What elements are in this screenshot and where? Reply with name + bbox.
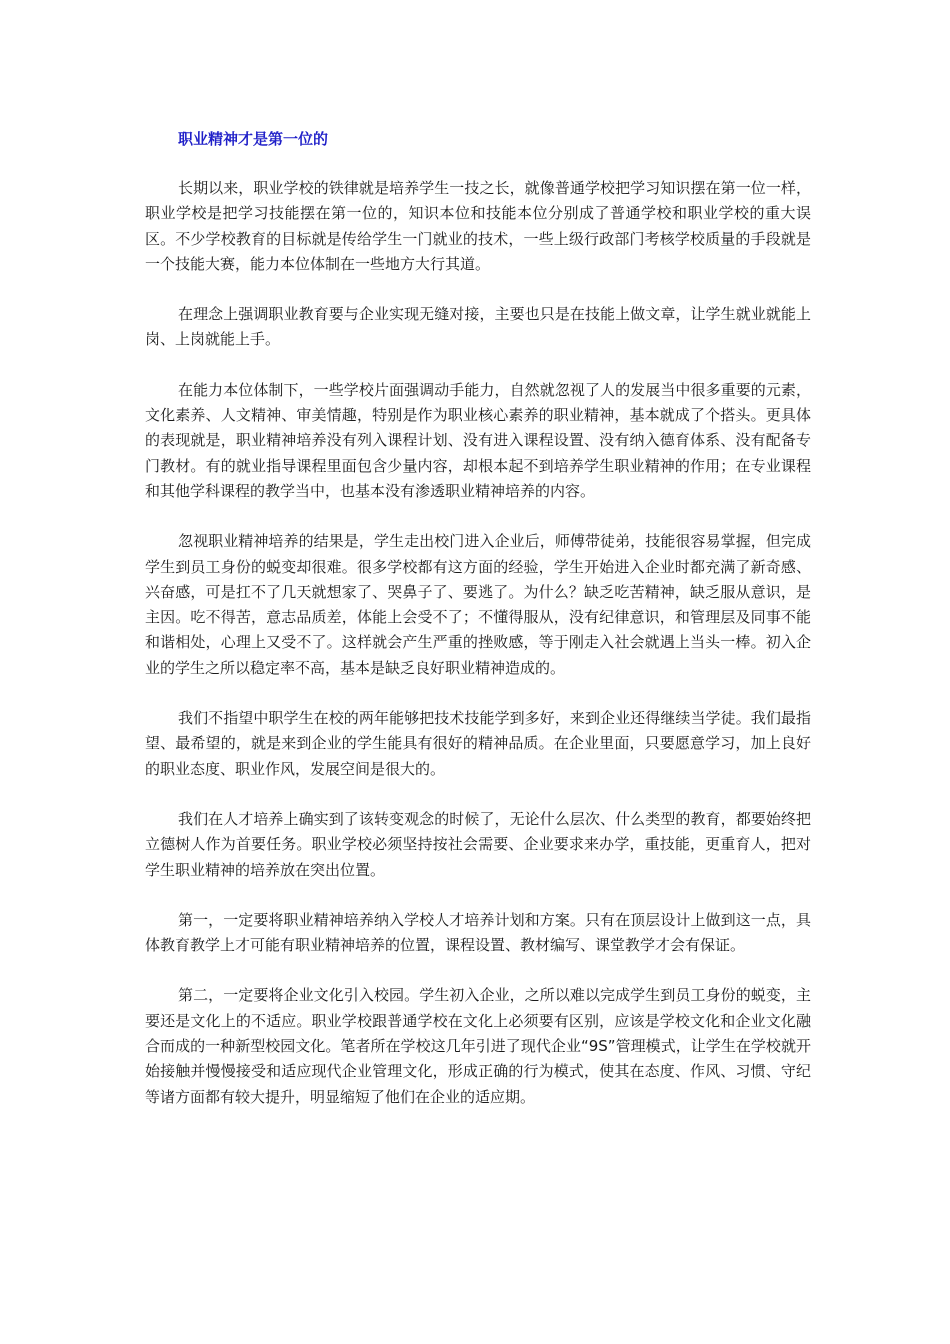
paragraph-7: 第一，一定要将职业精神培养纳入学校人才培养计划和方案。只有在顶层设计上做到这一点，具体教育教学上才可能有职业精神培养的位置，课程设置、教材编写、课堂教学才会有保证。 xyxy=(145,910,811,955)
document-body xyxy=(145,176,811,1135)
paragraph-5: 我们不指望中职学生在校的两年能够把技术技能学到多好，来到企业还得继续当学徒。我们最指望、最希望的，就是来到企业的学生能具有很好的精神品质。在企业里面，只要愿意学习，加上良好的职业态度、职业作风，发展空间是很大的。 xyxy=(145,709,811,778)
paragraph-8: 第二，一定要将企业文化引入校园。学生初入企业，之所以难以完成学生到员工身份的蜕变，主要还是文化上的不适应。职业学校跟普通学校在文化上必须要有区别，应该是学校文化和企业文化融合而成的一种新型校园文化。笔者所在学校这几年引进了现代企业“9S”管理模式，让学生在学校就开始接触并慢慢接受和适应现代企业管理文化，形成正确的行为模式，使其在态度、作风、习惯、守纪等诸方面都有较大提升，明显缩短了他们在企业的适应期。 xyxy=(145,986,811,1106)
document-title: 职业精神才是第一位的 xyxy=(178,130,329,148)
paragraph-6: 我们在人才培养上确实到了该转变观念的时候了，无论什么层次、什么类型的教育，都要始终把立德树人作为首要任务。职业学校必须坚持按社会需要、企业要求来办学，重技能，更重育人，把对学生职业精神的培养放在突出位置。 xyxy=(145,809,811,879)
paragraph-4: 忽视职业精神培养的结果是，学生走出校门进入企业后，师傅带徒弟，技能很容易掌握，但完成学生到员工身份的蜕变却很难。很多学校都有这方面的经验，学生开始进入企业时都充满了新奇感、兴奋感，可是扛不了几天就想家了、哭鼻子了、要逃了。为什么？缺乏吃苦精神，缺乏服从意识，是主因。吃不得苦，意志品质差，体能上会受不了；不懂得服从，没有纪律意识，和管理层及同事不能和谐相处，心理上又受不了。这样就会产生严重的挫败感，等于刚走入社会就遇上当头一棒。初入企业的学生之所以稳定率不高，基本是缺乏良好职业精神造成的。 xyxy=(145,532,811,677)
paragraph-1: 长期以来，职业学校的铁律就是培养学生一技之长，就像普通学校把学习知识摆在第一位一样，职业学校是把学习技能摆在第一位的，知识本位和技能本位分别成了普通学校和职业学校的重大误区。不少学校教育的目标就是传给学生一门就业的技术，一些上级行政部门考核学校质量的手段就是一个技能大赛，能力本位体制在一些地方大行其道。 xyxy=(145,179,811,273)
paragraph-2: 在理念上强调职业教育要与企业实现无缝对接，主要也只是在技能上做文章，让学生就业就能上岗、上岗就能上手。 xyxy=(145,305,811,349)
paragraph-3: 在能力本位体制下，一些学校片面强调动手能力，自然就忽视了人的发展当中很多重要的元素，文化素养、人文精神、审美情趣，特别是作为职业核心素养的职业精神，基本就成了个搭头。更具体的表现就是，职业精神培养没有列入课程计划、没有进入课程设置、没有纳入德育体系、没有配备专门教材。有的就业指导课程里面包含少量内容，却根本起不到培养学生职业精神的作用；在专业课程和其他学科课程的教学当中，也基本没有渗透职业精神培养的内容。 xyxy=(145,380,811,500)
